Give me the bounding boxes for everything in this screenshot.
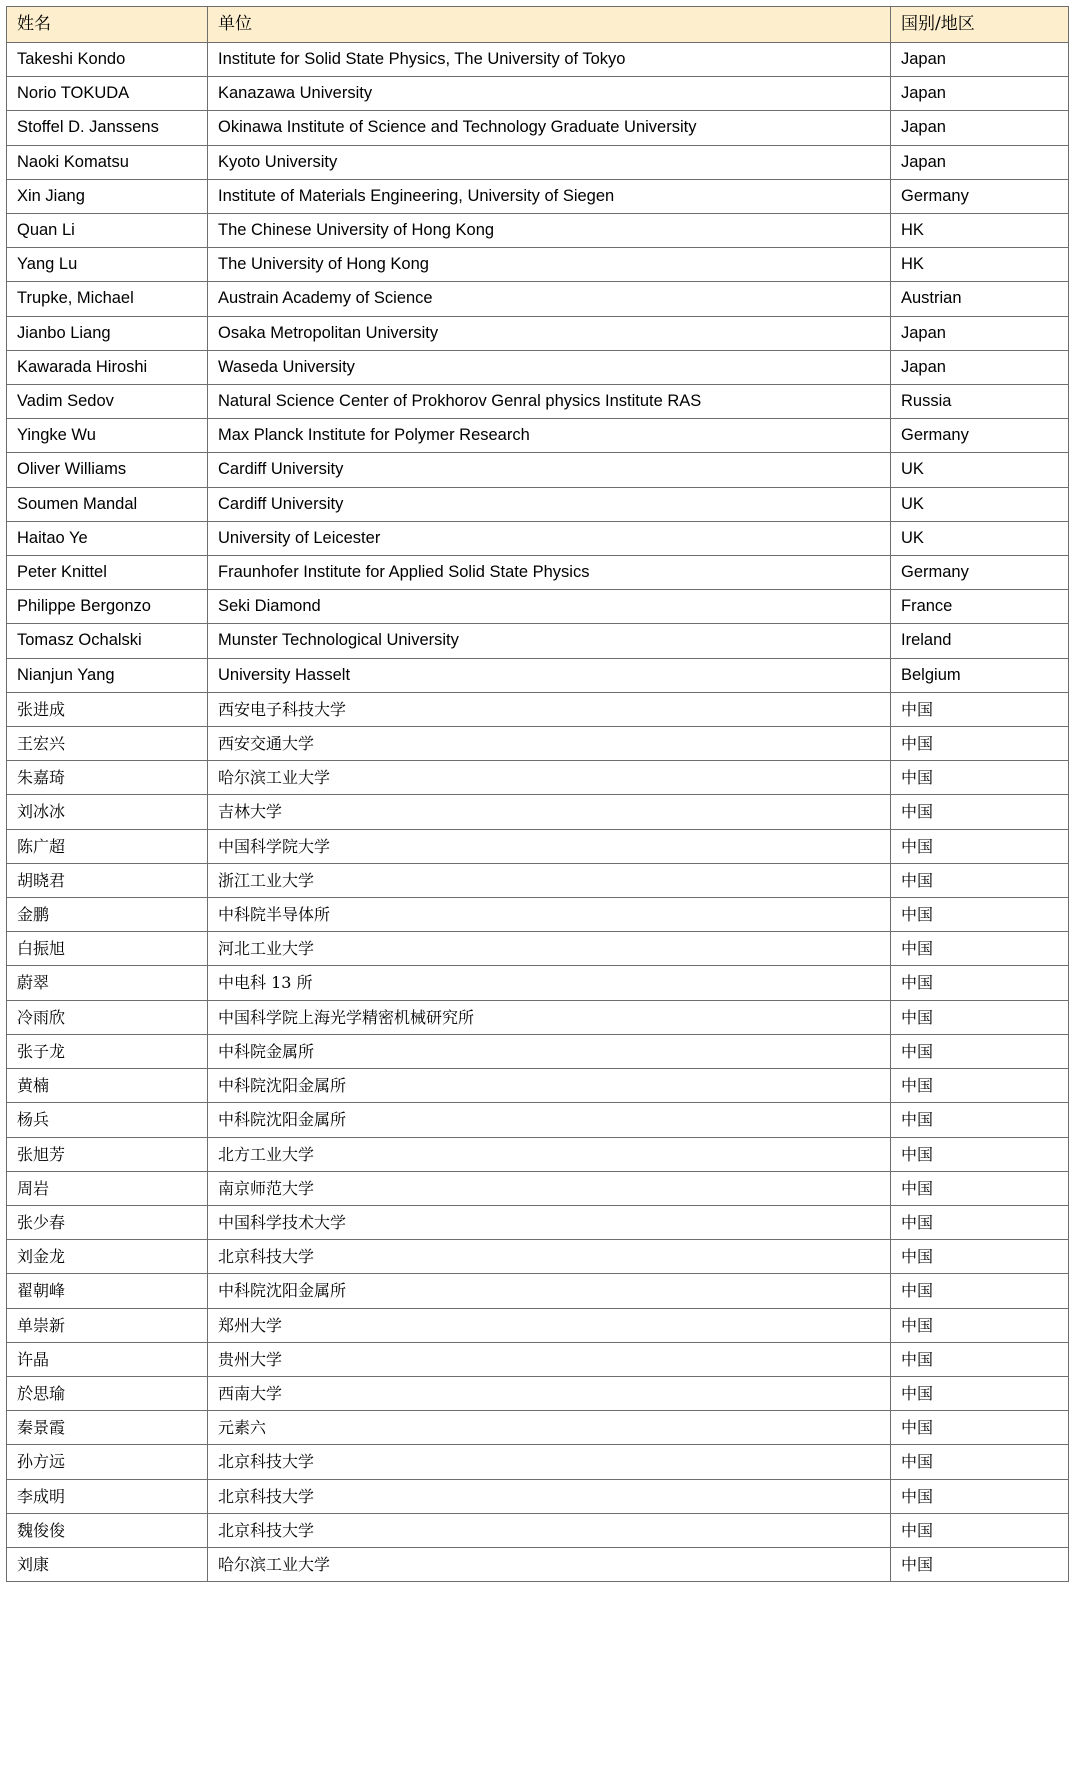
cell-country: Japan: [891, 145, 1069, 179]
table-row: [7, 1000, 1069, 1034]
table-row: [7, 795, 1069, 829]
cell-name: 张少春: [7, 1205, 208, 1239]
cell-institution: Institute for Solid State Physics, The University of Tokyo: [208, 43, 891, 77]
table-row: [7, 111, 1069, 145]
cell-institution: Kyoto University: [208, 145, 891, 179]
cell-institution: Osaka Metropolitan University: [208, 316, 891, 350]
cell-institution: University Hasselt: [208, 658, 891, 692]
cell-name: 秦景霞: [7, 1411, 208, 1445]
cell-country: Germany: [891, 179, 1069, 213]
table-row: [7, 1376, 1069, 1410]
cell-institution: 中科院沈阳金属所: [208, 1069, 891, 1103]
cell-institution: 元素六: [208, 1411, 891, 1445]
table-row: [7, 556, 1069, 590]
cell-institution: 中科院沈阳金属所: [208, 1103, 891, 1137]
cell-institution: Institute of Materials Engineering, University of Siegen: [208, 179, 891, 213]
cell-institution: 浙江工业大学: [208, 863, 891, 897]
cell-country: 中国: [891, 692, 1069, 726]
table-row: [7, 1274, 1069, 1308]
cell-name: Xin Jiang: [7, 179, 208, 213]
cell-country: Japan: [891, 111, 1069, 145]
cell-country: 中国: [891, 1137, 1069, 1171]
cell-institution: 北京科技大学: [208, 1240, 891, 1274]
cell-institution: 贵州大学: [208, 1342, 891, 1376]
cell-name: 翟朝峰: [7, 1274, 208, 1308]
cell-name: 刘康: [7, 1547, 208, 1581]
cell-name: 白振旭: [7, 932, 208, 966]
column-header-name: 姓名: [7, 7, 208, 43]
cell-country: HK: [891, 214, 1069, 248]
cell-institution: Seki Diamond: [208, 590, 891, 624]
table-row: [7, 932, 1069, 966]
cell-name: 周岩: [7, 1171, 208, 1205]
cell-name: Tomasz Ochalski: [7, 624, 208, 658]
cell-name: 魏俊俊: [7, 1513, 208, 1547]
cell-institution: 中科院半导体所: [208, 898, 891, 932]
cell-country: 中国: [891, 1445, 1069, 1479]
table-row: [7, 1479, 1069, 1513]
table-row: [7, 966, 1069, 1000]
cell-institution: 北京科技大学: [208, 1513, 891, 1547]
cell-country: 中国: [891, 761, 1069, 795]
cell-country: 中国: [891, 1000, 1069, 1034]
cell-country: Japan: [891, 350, 1069, 384]
cell-country: Austrian: [891, 282, 1069, 316]
cell-country: Germany: [891, 419, 1069, 453]
cell-institution: 中科院沈阳金属所: [208, 1274, 891, 1308]
cell-name: 刘冰冰: [7, 795, 208, 829]
cell-name: 单崇新: [7, 1308, 208, 1342]
cell-name: Stoffel D. Janssens: [7, 111, 208, 145]
cell-institution: 南京师范大学: [208, 1171, 891, 1205]
cell-country: 中国: [891, 1171, 1069, 1205]
table-row: [7, 829, 1069, 863]
table-row: [7, 727, 1069, 761]
cell-name: 於思瑜: [7, 1376, 208, 1410]
cell-institution: Fraunhofer Institute for Applied Solid State Physics: [208, 556, 891, 590]
cell-institution: 北京科技大学: [208, 1479, 891, 1513]
cell-name: Quan Li: [7, 214, 208, 248]
cell-country: 中国: [891, 1342, 1069, 1376]
table-row: [7, 1308, 1069, 1342]
cell-institution: 北京科技大学: [208, 1445, 891, 1479]
cell-country: 中国: [891, 966, 1069, 1000]
cell-name: Soumen Mandal: [7, 487, 208, 521]
cell-name: Yingke Wu: [7, 419, 208, 453]
cell-name: 朱嘉琦: [7, 761, 208, 795]
cell-institution: Waseda University: [208, 350, 891, 384]
cell-institution: 中科院金属所: [208, 1034, 891, 1068]
table-body: [7, 43, 1069, 1582]
table-row: [7, 898, 1069, 932]
cell-institution: 哈尔滨工业大学: [208, 761, 891, 795]
cell-country: HK: [891, 248, 1069, 282]
cell-name: 杨兵: [7, 1103, 208, 1137]
participants-table: [6, 6, 1069, 1582]
table-row: [7, 1342, 1069, 1376]
cell-name: 刘金龙: [7, 1240, 208, 1274]
cell-country: 中国: [891, 829, 1069, 863]
cell-name: Trupke, Michael: [7, 282, 208, 316]
table-row: [7, 282, 1069, 316]
cell-country: Japan: [891, 43, 1069, 77]
cell-name: 王宏兴: [7, 727, 208, 761]
column-header-institution: 单位: [208, 7, 891, 43]
cell-country: Japan: [891, 77, 1069, 111]
participants-table-container: [6, 6, 1068, 1582]
cell-name: 张旭芳: [7, 1137, 208, 1171]
cell-country: 中国: [891, 898, 1069, 932]
table-row: [7, 863, 1069, 897]
cell-institution: Munster Technological University: [208, 624, 891, 658]
cell-country: Belgium: [891, 658, 1069, 692]
cell-name: Takeshi Kondo: [7, 43, 208, 77]
table-row: [7, 1103, 1069, 1137]
cell-name: 李成明: [7, 1479, 208, 1513]
cell-name: 陈广超: [7, 829, 208, 863]
table-row: [7, 214, 1069, 248]
cell-institution: 哈尔滨工业大学: [208, 1547, 891, 1581]
cell-institution: 中国科学院大学: [208, 829, 891, 863]
cell-country: 中国: [891, 1240, 1069, 1274]
cell-name: 孙方远: [7, 1445, 208, 1479]
cell-country: 中国: [891, 1103, 1069, 1137]
cell-institution: Cardiff University: [208, 453, 891, 487]
cell-name: Kawarada Hiroshi: [7, 350, 208, 384]
cell-country: 中国: [891, 1479, 1069, 1513]
cell-name: Naoki Komatsu: [7, 145, 208, 179]
table-row: [7, 487, 1069, 521]
cell-institution: Max Planck Institute for Polymer Research: [208, 419, 891, 453]
cell-name: Philippe Bergonzo: [7, 590, 208, 624]
cell-institution: Kanazawa University: [208, 77, 891, 111]
cell-name: Oliver Williams: [7, 453, 208, 487]
table-row: [7, 1240, 1069, 1274]
cell-name: Nianjun Yang: [7, 658, 208, 692]
cell-name: Haitao Ye: [7, 521, 208, 555]
cell-country: 中国: [891, 1376, 1069, 1410]
table-row: [7, 521, 1069, 555]
cell-name: 蔚翠: [7, 966, 208, 1000]
table-row: [7, 1171, 1069, 1205]
table-row: [7, 1445, 1069, 1479]
cell-name: 张进成: [7, 692, 208, 726]
table-row: [7, 761, 1069, 795]
cell-institution: 郑州大学: [208, 1308, 891, 1342]
table-row: [7, 419, 1069, 453]
table-row: [7, 1411, 1069, 1445]
cell-name: 冷雨欣: [7, 1000, 208, 1034]
table-row: [7, 658, 1069, 692]
cell-institution: 中国科学技术大学: [208, 1205, 891, 1239]
cell-name: 张子龙: [7, 1034, 208, 1068]
cell-institution: 西南大学: [208, 1376, 891, 1410]
cell-institution: 河北工业大学: [208, 932, 891, 966]
table-row: [7, 43, 1069, 77]
cell-institution: 西安交通大学: [208, 727, 891, 761]
cell-country: UK: [891, 487, 1069, 521]
cell-institution: 中电科 13 所: [208, 966, 891, 1000]
column-header-country: 国别/地区: [891, 7, 1069, 43]
cell-institution: 西安电子科技大学: [208, 692, 891, 726]
cell-country: 中国: [891, 1411, 1069, 1445]
table-row: [7, 1069, 1069, 1103]
cell-country: 中国: [891, 795, 1069, 829]
cell-institution: Austrain Academy of Science: [208, 282, 891, 316]
table-row: [7, 248, 1069, 282]
cell-country: Germany: [891, 556, 1069, 590]
cell-country: Japan: [891, 316, 1069, 350]
cell-name: 金鹏: [7, 898, 208, 932]
cell-country: 中国: [891, 1547, 1069, 1581]
cell-country: 中国: [891, 1308, 1069, 1342]
cell-country: 中国: [891, 1069, 1069, 1103]
cell-name: 黄楠: [7, 1069, 208, 1103]
cell-institution: The University of Hong Kong: [208, 248, 891, 282]
table-row: [7, 1547, 1069, 1581]
cell-name: 胡晓君: [7, 863, 208, 897]
cell-name: Yang Lu: [7, 248, 208, 282]
cell-country: 中国: [891, 1205, 1069, 1239]
cell-institution: 中国科学院上海光学精密机械研究所: [208, 1000, 891, 1034]
table-row: [7, 350, 1069, 384]
cell-institution: University of Leicester: [208, 521, 891, 555]
cell-country: 中国: [891, 1274, 1069, 1308]
cell-country: 中国: [891, 863, 1069, 897]
cell-country: 中国: [891, 1513, 1069, 1547]
table-row: [7, 624, 1069, 658]
table-row: [7, 1137, 1069, 1171]
cell-name: Jianbo Liang: [7, 316, 208, 350]
cell-country: 中国: [891, 727, 1069, 761]
table-header: [7, 7, 1069, 43]
table-row: [7, 692, 1069, 726]
table-row: [7, 1205, 1069, 1239]
table-row: [7, 590, 1069, 624]
table-row: [7, 1034, 1069, 1068]
cell-country: 中国: [891, 1034, 1069, 1068]
cell-country: UK: [891, 453, 1069, 487]
table-row: [7, 145, 1069, 179]
cell-institution: Okinawa Institute of Science and Technology Graduate University: [208, 111, 891, 145]
table-header-row: [7, 7, 1069, 43]
table-row: [7, 179, 1069, 213]
cell-name: Norio TOKUDA: [7, 77, 208, 111]
table-row: [7, 385, 1069, 419]
cell-country: UK: [891, 521, 1069, 555]
cell-country: Russia: [891, 385, 1069, 419]
table-row: [7, 453, 1069, 487]
cell-name: Peter Knittel: [7, 556, 208, 590]
table-row: [7, 77, 1069, 111]
cell-institution: 北方工业大学: [208, 1137, 891, 1171]
cell-institution: 吉林大学: [208, 795, 891, 829]
cell-institution: Cardiff University: [208, 487, 891, 521]
cell-institution: Natural Science Center of Prokhorov Genral physics Institute RAS: [208, 385, 891, 419]
cell-name: 许晶: [7, 1342, 208, 1376]
cell-country: Ireland: [891, 624, 1069, 658]
table-row: [7, 316, 1069, 350]
cell-institution: The Chinese University of Hong Kong: [208, 214, 891, 248]
cell-country: France: [891, 590, 1069, 624]
cell-name: Vadim Sedov: [7, 385, 208, 419]
cell-country: 中国: [891, 932, 1069, 966]
table-row: [7, 1513, 1069, 1547]
